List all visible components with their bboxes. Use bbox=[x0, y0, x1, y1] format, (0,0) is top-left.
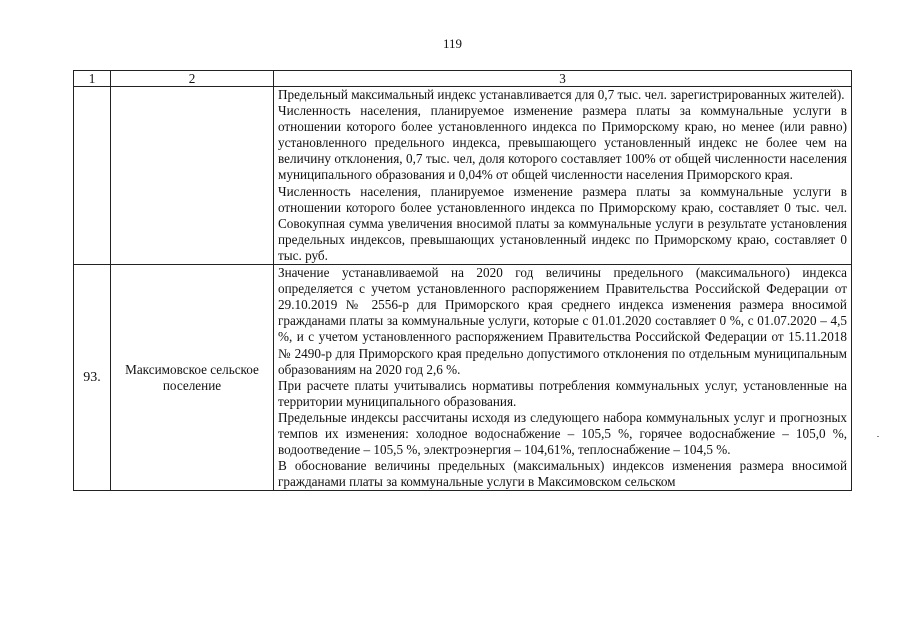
header-col-1: 1 bbox=[74, 71, 111, 87]
row-number-cell bbox=[74, 87, 111, 265]
paragraph: В обоснование величины предельных (максимальных) индексов изменения размера вносимой гражданами платы за коммунальные услуги в Максимовском сельском bbox=[278, 458, 847, 490]
row-number-cell: 93. bbox=[74, 265, 111, 491]
header-col-3: 3 bbox=[274, 71, 852, 87]
table-header-row bbox=[74, 71, 852, 87]
document-table bbox=[73, 70, 852, 491]
description-cell bbox=[274, 87, 852, 265]
paragraph: Численность населения, планируемое изменение размера платы за коммунальные услуги в отношении которого более установленного индекса по Приморскому краю, составляет 0 тыс. чел. Совокупная сумма увеличения вносимой платы за коммунальные услуги в результате установления предельных индексов, превышающих установленный индекс по Приморскому краю, составляет 0 тыс. руб. bbox=[278, 183, 847, 263]
table-row-continuation bbox=[74, 87, 852, 265]
paragraph: Численность населения, планируемое изменение размера платы за коммунальные услуги в отношении которого более установленного индекса по Приморскому краю, но менее (или равно) установленного предельного индекса, превышающего установленный индекс не более чем на величину отклонения, 0,7 тыс. чел, доля которого составляет 100% от общей численности населения муниципального образования и 0,04% от общей численности населения Приморского края. bbox=[278, 103, 847, 183]
table-row-93 bbox=[74, 265, 852, 491]
header-col-2: 2 bbox=[111, 71, 274, 87]
municipality-name-cell bbox=[111, 87, 274, 265]
paragraph: При расчете платы учитывались нормативы потребления коммунальных услуг, установленные на территории муниципального образования. bbox=[278, 377, 847, 409]
paragraph: Предельный максимальный индекс устанавливается для 0,7 тыс. чел. зарегистрированных жителей). bbox=[278, 87, 845, 102]
description-cell bbox=[274, 265, 852, 491]
paragraph: Предельные индексы рассчитаны исходя из следующего набора коммунальных услуг и прогнозных темпов их изменения: холодное водоснабжение – 105,5 %, горячее водоснабжение – 105,0 %, водоотведение – 105,5 %, электроэнергия – 104,61%, теплоснабжение – 104,5 %. bbox=[278, 409, 847, 458]
municipality-name-cell: Максимовское сельское поселение bbox=[111, 265, 274, 491]
paragraph: Значение устанавливаемой на 2020 год величины предельного (максимального) индекса определяется с учетом установленного распоряжением Правительства Российской Федерации от 29.10.2019 № 2556-р для Приморского края среднего индекса изменения размера вносимой гражданами платы за коммунальные услуги, которые с 01.01.2020 составляет 0 %, с 01.07.2020 – 4,5 %, и с учетом установленного распоряжением Правительства Российской Федерации от 15.11.2018 № 2490-р для Приморского края предельно допустимого отклонения по отдельным муниципальным образованиям на 2020 год 2,6 %. bbox=[278, 265, 847, 377]
page-number: 119 bbox=[442, 36, 463, 51]
scan-artifact bbox=[877, 436, 879, 437]
